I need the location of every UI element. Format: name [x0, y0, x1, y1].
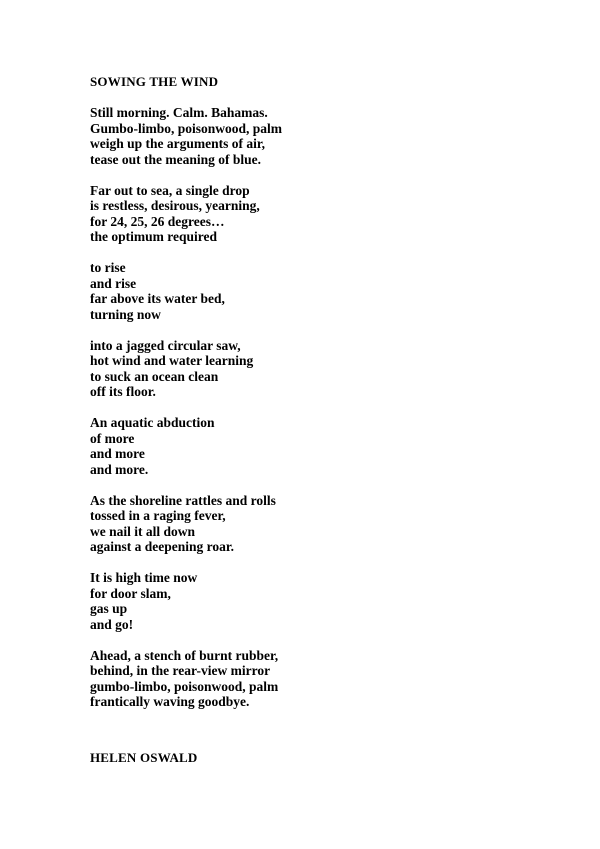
poem-author: HELEN OSWALD	[90, 750, 198, 765]
poem-line: and more.	[90, 461, 149, 477]
poem-line: into a jagged circular saw,	[90, 337, 241, 353]
poem-line: and go!	[90, 616, 134, 632]
poem-line: hot wind and water learning	[90, 353, 254, 368]
stanza-7	[90, 570, 510, 632]
poem-line: tease out the meaning of blue.	[90, 151, 261, 167]
poem-line: frantically waving goodbye.	[90, 694, 250, 709]
poem-line: off its floor.	[90, 384, 156, 399]
poem-line: for door slam,	[90, 585, 171, 601]
poem-line: behind, in the rear-view mirror	[90, 663, 271, 678]
poem-line: we nail it all down	[90, 523, 196, 539]
poem-line: and rise	[90, 275, 137, 291]
poem-line: of more	[90, 430, 135, 446]
poem-line: Gumbo-limbo, poisonwood, palm	[90, 120, 283, 136]
stanza-4	[90, 338, 510, 400]
poem-line: to suck an ocean clean	[90, 368, 219, 384]
stanza-2	[90, 183, 510, 245]
poem-line: Ahead, a stench of burnt rubber,	[90, 647, 279, 663]
poem-line: is restless, desirous, yearning,	[90, 198, 260, 213]
poem-line: Far out to sea, a single drop	[90, 182, 250, 198]
poem-line: As the shoreline rattles and rolls	[90, 492, 276, 508]
poem-line: and more	[90, 446, 145, 461]
poem-body	[90, 105, 510, 725]
poem-line: against a deepening roar.	[90, 539, 235, 554]
poem-line: for 24, 25, 26 degrees…	[90, 213, 225, 229]
poem-line: the optimum required	[90, 229, 218, 244]
stanza-5	[90, 415, 510, 477]
poem-title: SOWING THE WIND	[90, 74, 219, 89]
poem-line: gas up	[90, 601, 128, 616]
poem-line: to rise	[90, 260, 126, 275]
poem-line: tossed in a raging fever,	[90, 508, 226, 523]
poem-line: Still morning. Calm. Bahamas.	[90, 105, 268, 120]
stanza-8	[90, 648, 510, 710]
stanza-1	[90, 105, 510, 167]
poem-line: An aquatic abduction	[90, 415, 215, 430]
stanza-3	[90, 260, 510, 322]
poem-line: turning now	[90, 306, 161, 322]
poem-line: far above its water bed,	[90, 291, 225, 306]
poem-line: It is high time now	[90, 570, 198, 585]
poem-line: gumbo-limbo, poisonwood, palm	[90, 678, 279, 694]
stanza-6	[90, 493, 510, 555]
poem-line: weigh up the arguments of air,	[90, 136, 266, 151]
